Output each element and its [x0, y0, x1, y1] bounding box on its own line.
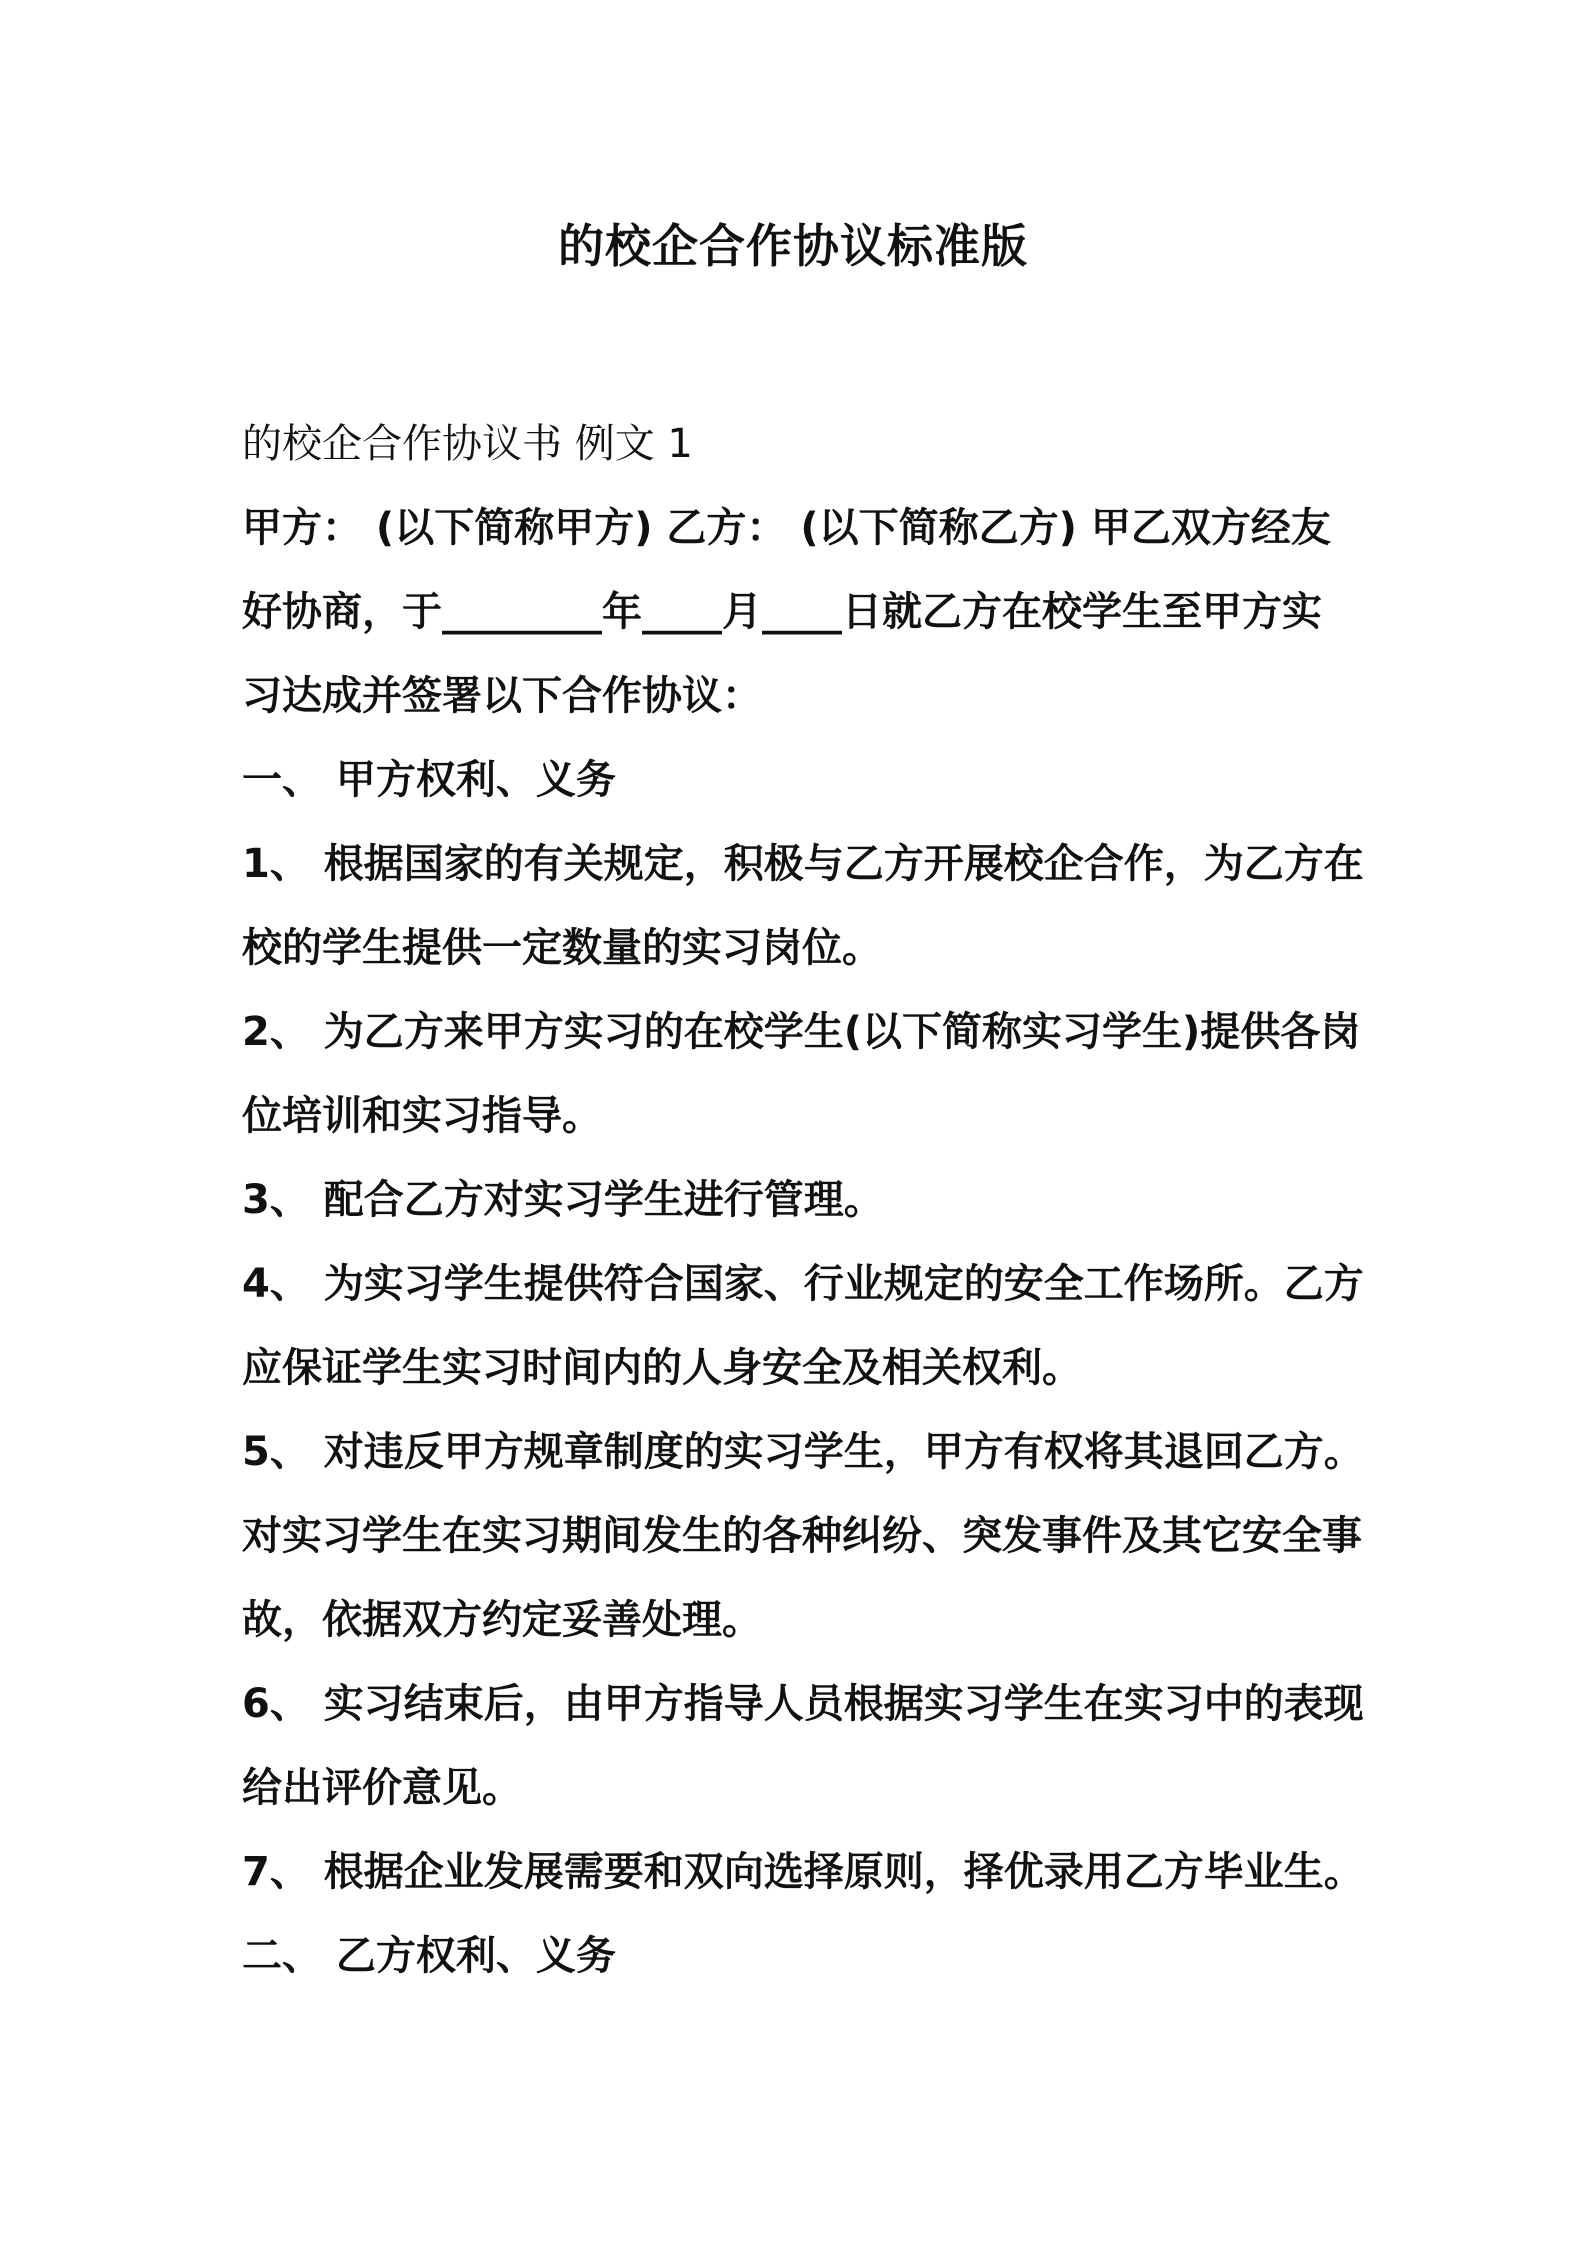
- body-line: 习达成并签署以下合作协议：: [242, 673, 762, 719]
- body-line: 好协商，于________年____月____日就乙方在校学生至甲方实: [242, 589, 1322, 635]
- body-line: 1、 根据国家的有关规定，积极与乙方开展校企合作，为乙方在: [242, 841, 1364, 887]
- body-line: 5、 对违反甲方规章制度的实习学生，甲方有权将其退回乙方。: [242, 1429, 1364, 1475]
- body-line: 校的学生提供一定数量的实习岗位。: [242, 925, 882, 971]
- body-line: 4、 为实习学生提供符合国家、行业规定的安全工作场所。乙方: [242, 1261, 1364, 1307]
- body-line: 6、 实习结束后，由甲方指导人员根据实习学生在实习中的表现: [242, 1681, 1364, 1727]
- body-line: 对实习学生在实习期间发生的各种纠纷、突发事件及其它安全事: [242, 1513, 1362, 1559]
- document-title: 的校企合作协议标准版: [558, 219, 1028, 273]
- body-line: 甲方： (以下简称甲方) 乙方： (以下简称乙方) 甲乙双方经友: [242, 505, 1331, 551]
- body-line: 应保证学生实习时间内的人身安全及相关权利。: [242, 1345, 1082, 1391]
- body-line: 给出评价意见。: [242, 1765, 522, 1811]
- body-line: 2、 为乙方来甲方实习的在校学生(以下简称实习学生)提供各岗: [242, 1009, 1361, 1055]
- document-body: [242, 402, 1364, 1998]
- document-subtitle: 的校企合作协议书 例文 1: [242, 421, 693, 467]
- body-line: 故，依据双方约定妥善处理。: [242, 1597, 762, 1643]
- section-heading: 二、 乙方权利、义务: [242, 1933, 616, 1979]
- body-line: 3、 配合乙方对实习学生进行管理。: [242, 1177, 884, 1223]
- body-line: 7、 根据企业发展需要和双向选择原则，择优录用乙方毕业生。: [242, 1849, 1364, 1895]
- section-heading: 一、 甲方权利、义务: [242, 757, 616, 803]
- body-line: 位培训和实习指导。: [242, 1093, 602, 1139]
